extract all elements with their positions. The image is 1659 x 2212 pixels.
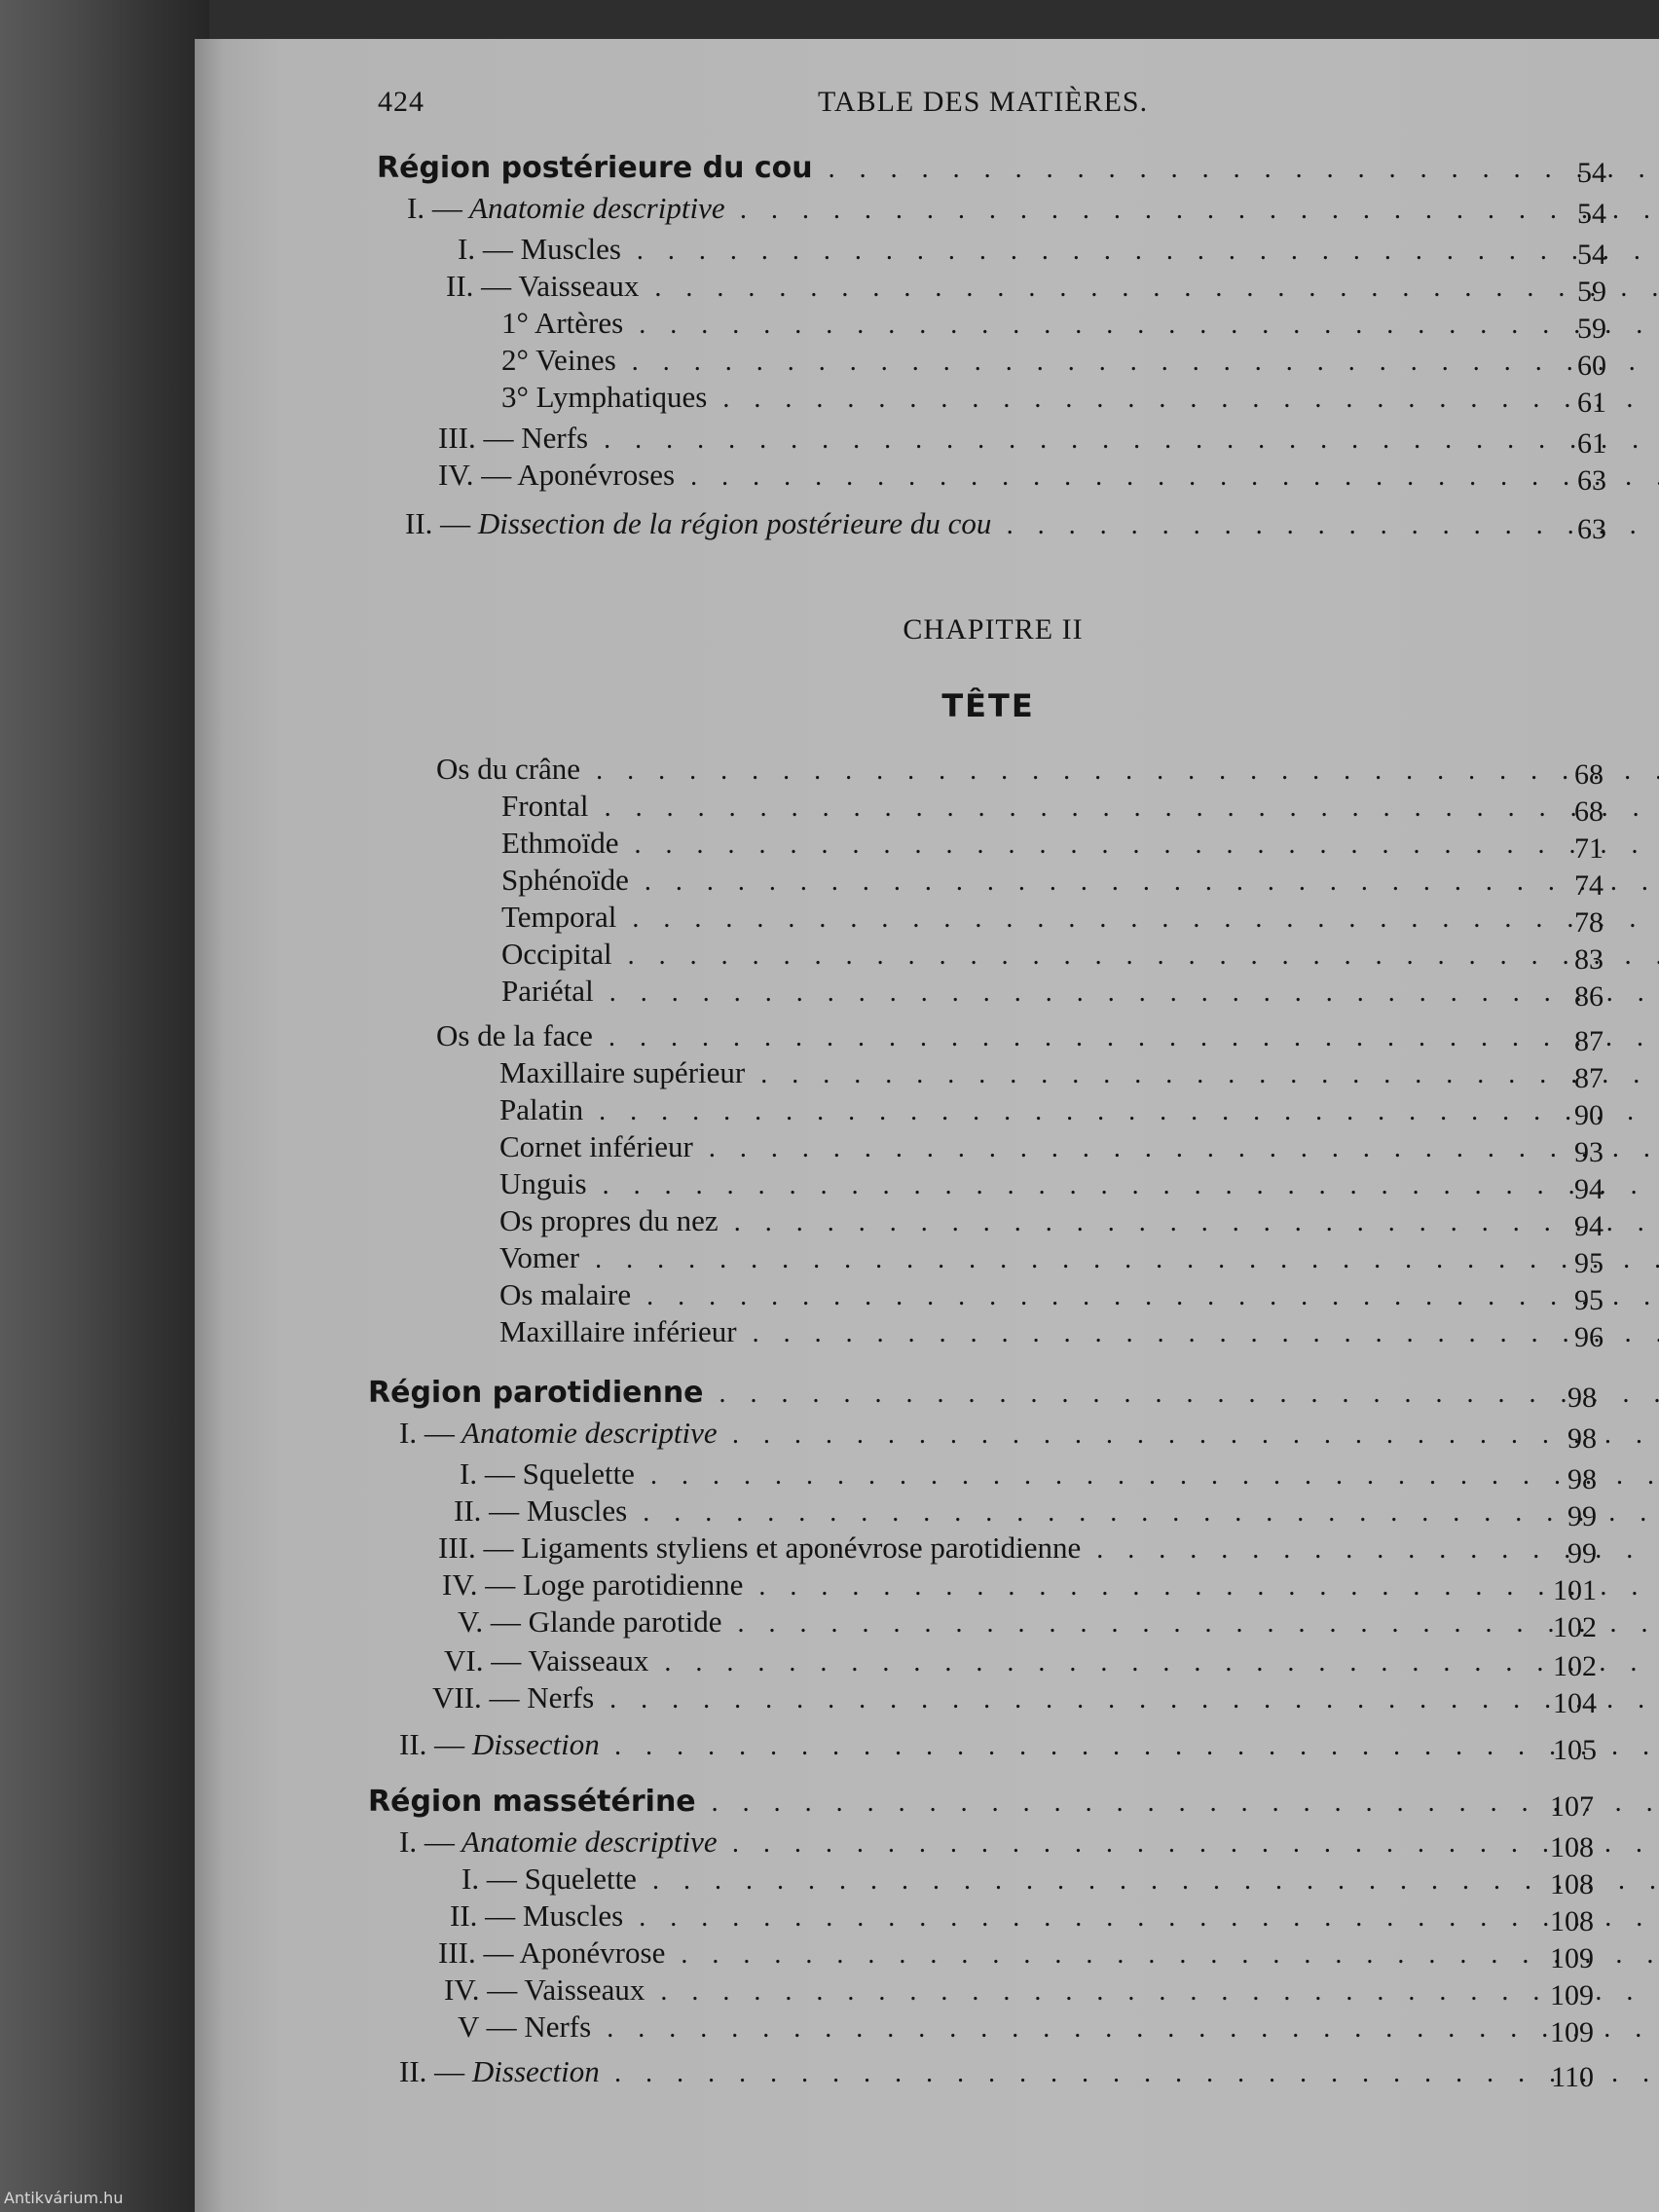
toc-entry: [0, 1090, 1659, 1129]
toc-entry-text: Dissection: [471, 1727, 600, 1761]
toc-entry-text: Loge parotidienne: [522, 1567, 744, 1602]
toc-entry-number: I. —: [399, 1825, 455, 1859]
toc-entry-text: Dissection: [471, 2054, 600, 2088]
toc-entry-text: Vomer: [499, 1240, 580, 1274]
toc-entry-number: III. —: [438, 1936, 514, 1970]
toc-entry: [0, 787, 1659, 826]
chapter-title: TÊTE: [941, 687, 1035, 724]
toc-entry-text: Frontal: [501, 789, 589, 823]
toc-entry-text: Maxillaire supérieur: [499, 1055, 746, 1089]
toc-entry-text: Glande parotide: [528, 1604, 722, 1639]
toc-entry-text: Cornet inférieur: [499, 1129, 693, 1163]
toc-entry: [0, 1897, 1659, 1936]
toc-entry-number: VII. —: [432, 1680, 520, 1714]
toc-entry: [0, 1971, 1659, 2009]
toc-entry-page: 87: [1574, 1062, 1604, 1094]
toc-entry: [0, 1053, 1659, 1092]
toc-entry: [0, 861, 1659, 900]
toc-entry: [0, 267, 1659, 306]
toc-entry-text: Aponévroses: [517, 458, 676, 492]
toc-entry-text: Sphénoïde: [501, 863, 629, 897]
toc-entry-page: 60: [1577, 350, 1606, 382]
toc-entry-page: 78: [1574, 906, 1604, 939]
toc-entry: [0, 1201, 1659, 1240]
toc-entry: [0, 230, 1659, 269]
toc-entry: [0, 504, 1659, 543]
toc-entry: [0, 1127, 1659, 1166]
toc-entry-number: V —: [458, 2009, 517, 2044]
toc-entry-page: 96: [1574, 1321, 1604, 1353]
page-number: 424: [378, 86, 424, 118]
toc-entry-section: [0, 148, 1659, 187]
toc-entry: [0, 1603, 1659, 1641]
toc-entry-page: 98: [1567, 1463, 1597, 1495]
toc-entry: [0, 1934, 1659, 1972]
toc-entry-number: II. —: [399, 2054, 465, 2088]
toc-entry-page: 90: [1574, 1099, 1604, 1131]
toc-entry-page: 101: [1553, 1574, 1597, 1606]
running-title: TABLE DES MATIÈRES.: [818, 86, 1149, 118]
watermark: Antikvárium.hu: [4, 2189, 124, 2207]
toc-entry-page: 102: [1553, 1650, 1597, 1682]
toc-entry-page: 102: [1553, 1611, 1597, 1643]
toc-entry-page: 98: [1567, 1382, 1597, 1414]
toc-entry-text: Vaisseaux: [528, 1643, 649, 1677]
toc-entry: [0, 1641, 1659, 1680]
toc-entry-section: [0, 1782, 1659, 1821]
toc-entry-text: Vaisseaux: [518, 269, 640, 303]
toc-entry-page: 109: [1550, 2016, 1594, 2048]
toc-entry-page: 110: [1551, 2061, 1594, 2093]
toc-entry: [0, 2008, 1659, 2046]
toc-entry-text: Nerfs: [524, 2009, 592, 2044]
toc-entry-number: I. —: [460, 1456, 515, 1491]
toc-entry-text: Lymphatiques: [535, 380, 708, 414]
toc-entry: [0, 1678, 1659, 1717]
toc-entry-number: IV. —: [438, 458, 512, 492]
toc-entry-number: VI. —: [444, 1643, 522, 1677]
toc-entry-number: I. —: [458, 232, 513, 266]
toc-entry-page: 68: [1574, 758, 1604, 791]
toc-entry: [0, 1238, 1659, 1277]
toc-entry: [0, 1529, 1659, 1567]
toc-entry-subsection: [0, 1016, 1659, 1055]
toc-entry-page: 99: [1567, 1537, 1597, 1569]
toc-entry-page: 108: [1550, 1905, 1594, 1937]
toc-entry-text: Anatomie descriptive: [469, 191, 725, 225]
toc-entry-number: V. —: [458, 1604, 521, 1639]
toc-entry-number: II. —: [450, 1899, 516, 1933]
toc-entry-text: Nerfs: [527, 1680, 595, 1714]
toc-entry-number: II. —: [454, 1493, 520, 1528]
toc-entry-text: Nerfs: [521, 421, 589, 455]
toc-entry-number: 3°: [501, 380, 529, 414]
toc-entry-number: IV. —: [444, 1972, 518, 2007]
toc-entry-page: 54: [1577, 157, 1606, 189]
toc-entry-text: Région postérieure du cou: [377, 151, 813, 185]
toc-entry-number: IV. —: [442, 1567, 516, 1602]
toc-entry-text: Veines: [535, 343, 616, 377]
toc-entry-text: Occipital: [501, 937, 612, 971]
toc-entry-number: 2°: [501, 343, 529, 377]
toc-entry-page: 94: [1574, 1173, 1604, 1205]
toc-entry-text: Squelette: [522, 1456, 635, 1491]
toc-entry-page: 61: [1577, 387, 1606, 419]
toc-entry-text: Aponévrose: [519, 1936, 666, 1970]
toc-entry-page: 74: [1574, 869, 1604, 902]
toc-entry: [0, 1455, 1659, 1493]
toc-entry-number: III. —: [438, 1530, 514, 1565]
toc-entry: [0, 1492, 1659, 1530]
toc-entry-number: II. —: [405, 506, 471, 540]
toc-entry: [0, 1823, 1659, 1862]
toc-entry-text: Région massétérine: [368, 1785, 696, 1819]
toc-entry-page: 108: [1550, 1868, 1594, 1900]
toc-entry: [0, 456, 1659, 495]
toc-entry: [0, 1860, 1659, 1899]
toc-entry-page: 54: [1577, 239, 1606, 271]
toc-entry-number: I. —: [399, 1416, 455, 1450]
toc-entry-text: Artères: [534, 306, 624, 340]
toc-entry-text: Ethmoïde: [501, 826, 619, 860]
toc-entry: [0, 935, 1659, 974]
toc-entry-page: 95: [1574, 1284, 1604, 1316]
toc-entry-page: 59: [1577, 276, 1606, 308]
toc-entry-page: 99: [1567, 1500, 1597, 1532]
toc-entry: [0, 341, 1659, 380]
toc-entry-page: 108: [1550, 1831, 1594, 1863]
chapter-label: CHAPITRE II: [903, 613, 1084, 645]
toc-entry-number: II. —: [399, 1727, 465, 1761]
toc-entry-page: 83: [1574, 943, 1604, 976]
toc-entry-text: Os malaire: [499, 1277, 632, 1311]
toc-entry-page: 54: [1577, 198, 1606, 230]
toc-entry-page: 68: [1574, 795, 1604, 828]
toc-entry: [0, 1312, 1659, 1351]
toc-entry-text: Temporal: [501, 900, 617, 934]
toc-entry-number: I. —: [407, 191, 462, 225]
toc-entry-text: Dissection de la région postérieure du cou: [477, 506, 992, 540]
toc-entry: [0, 378, 1659, 417]
toc-entry-page: 63: [1577, 464, 1606, 497]
toc-entry-page: 105: [1553, 1734, 1597, 1766]
toc-entry: [0, 972, 1659, 1011]
toc-entry-page: 87: [1574, 1025, 1604, 1057]
toc-entry-text: Muscles: [520, 232, 621, 266]
toc-entry-text: Unguis: [499, 1166, 587, 1200]
toc-entry: [0, 189, 1659, 228]
toc-entry: [0, 1414, 1659, 1453]
toc-entry: [0, 304, 1659, 343]
toc-entry-page: 61: [1577, 427, 1606, 460]
toc-entry: [0, 824, 1659, 863]
toc-entry-section: [0, 1373, 1659, 1412]
toc-entry-text: Ligaments styliens et aponévrose parotidienne: [521, 1530, 1082, 1565]
toc-entry-page: 98: [1567, 1422, 1597, 1455]
toc-entry-number: III. —: [438, 421, 514, 455]
toc-entry-text: Palatin: [499, 1092, 584, 1126]
toc-entry-page: 109: [1550, 1979, 1594, 2011]
toc-entry-number: II. —: [446, 269, 512, 303]
toc-entry-text: Squelette: [524, 1862, 637, 1896]
toc-entry-text: Os de la face: [436, 1018, 593, 1052]
toc-entry: [0, 1164, 1659, 1203]
toc-entry: [0, 1275, 1659, 1314]
toc-entry-number: 1°: [501, 306, 529, 340]
toc-entry-page: 95: [1574, 1247, 1604, 1279]
toc-entry-text: Maxillaire inférieur: [499, 1314, 737, 1348]
toc-entry: [0, 1566, 1659, 1604]
toc-entry-text: Os du crâne: [436, 752, 581, 786]
toc-entry-page: 93: [1574, 1136, 1604, 1168]
toc-entry-number: I. —: [461, 1862, 517, 1896]
toc-entry-text: Os propres du nez: [499, 1203, 719, 1237]
toc-entry-page: 107: [1550, 1790, 1594, 1823]
toc-entry-page: 63: [1577, 513, 1606, 545]
toc-entry-page: 59: [1577, 313, 1606, 345]
toc-entry-page: 109: [1550, 1942, 1594, 1974]
toc-entry: [0, 898, 1659, 937]
toc-entry-text: Anatomie descriptive: [461, 1416, 718, 1450]
toc-entry-text: Vaisseaux: [524, 1972, 645, 2007]
toc-entry-text: Anatomie descriptive: [461, 1825, 718, 1859]
toc-entry-text: Muscles: [526, 1493, 628, 1528]
toc-entry-text: Pariétal: [501, 974, 594, 1008]
toc-entry-page: 71: [1574, 832, 1604, 865]
toc-entry-subsection: [0, 750, 1659, 789]
toc-entry-text: Muscles: [522, 1899, 624, 1933]
toc-entry: [0, 419, 1659, 458]
toc-entry-page: 104: [1553, 1687, 1597, 1719]
toc-entry-text: Région parotidienne: [368, 1376, 704, 1410]
toc-entry: [0, 2052, 1659, 2091]
toc-entry: [0, 1725, 1659, 1764]
toc-entry-page: 86: [1574, 980, 1604, 1013]
toc-entry-page: 94: [1574, 1210, 1604, 1242]
